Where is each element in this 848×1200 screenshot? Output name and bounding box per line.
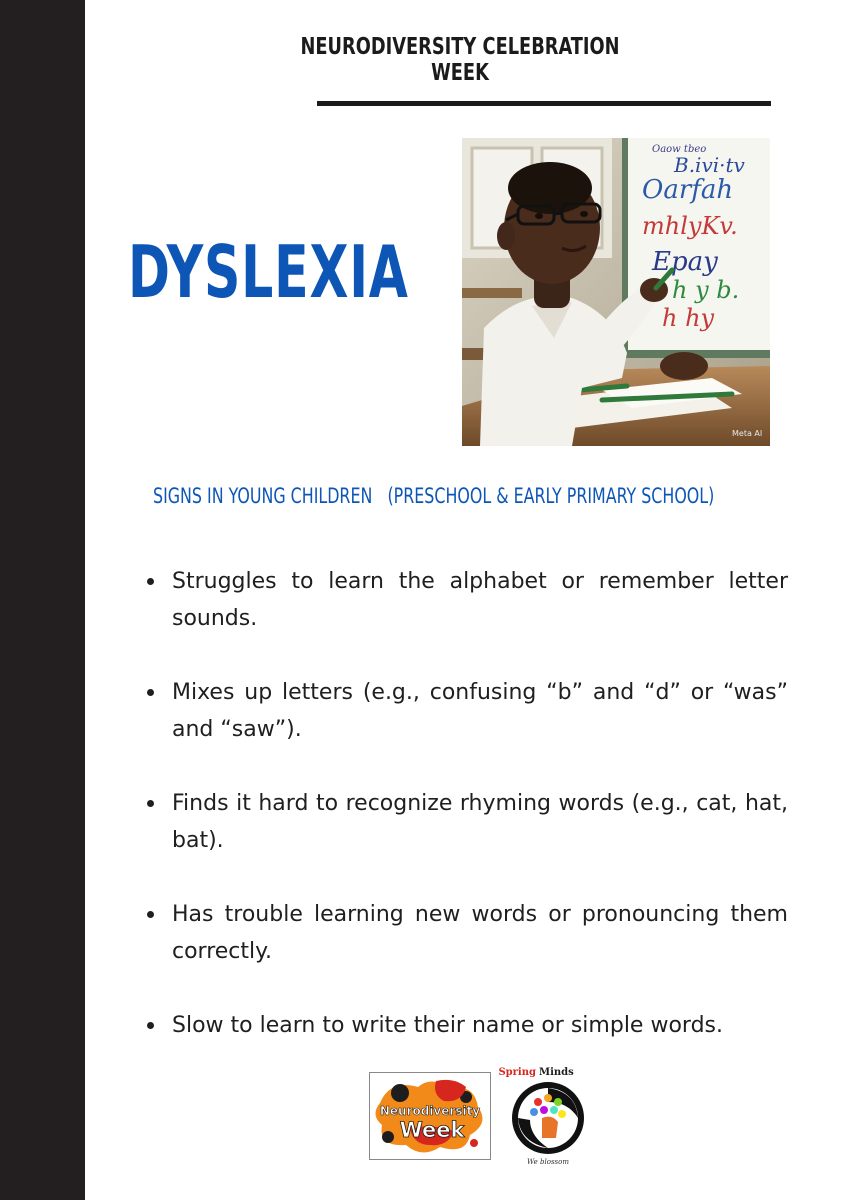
header-divider bbox=[317, 101, 771, 106]
list-item bbox=[145, 896, 788, 970]
photo-watermark: Meta AI bbox=[732, 429, 763, 438]
section-subtitle: SIGNS IN YOUNG CHILDREN (PRESCHOOL & EARLY PRIMARY SCHOOL) bbox=[153, 484, 715, 508]
logo-sm-word1: Spring bbox=[498, 1067, 536, 1078]
list-item-text: Struggles to learn the alphabet or remember letter sounds. bbox=[172, 569, 788, 631]
board-line-5: Epay bbox=[652, 247, 718, 277]
bullet-dot-icon bbox=[147, 689, 154, 696]
list-item-text: Has trouble learning new words or pronouncing them correctly. bbox=[172, 902, 788, 964]
bullet-dot-icon bbox=[147, 800, 154, 807]
header-title: NEURODIVERSITY CELEBRATION WEEK bbox=[300, 34, 620, 86]
board-line-6: h y b. bbox=[672, 276, 740, 304]
list-item bbox=[145, 674, 788, 748]
board-line-2: B.ivi·tv bbox=[674, 153, 745, 177]
list-item bbox=[145, 563, 788, 637]
list-item-text: Slow to learn to write their name or simple words. bbox=[172, 1013, 723, 1038]
board-line-3: Oarfah bbox=[642, 175, 734, 205]
side-bar bbox=[0, 0, 85, 1200]
list-item-text: Mixes up letters (e.g., confusing “b” and “d” or “was” and “saw”). bbox=[172, 680, 788, 742]
logo-sm-word2: Minds bbox=[539, 1067, 574, 1078]
bullet-dot-icon bbox=[147, 911, 154, 918]
board-line-7: h hy bbox=[662, 304, 715, 332]
logo-nd-line2: Week bbox=[399, 1118, 465, 1142]
signs-list bbox=[145, 563, 788, 1081]
list-item-text: Finds it hard to recognize rhyming words (e.g., cat, hat, bat). bbox=[172, 791, 788, 853]
list-item bbox=[145, 1007, 788, 1044]
logo-nd-line1: Neurodiversity bbox=[379, 1104, 481, 1118]
bullet-dot-icon bbox=[147, 1022, 154, 1029]
board-line-1: Oaow tbeo bbox=[652, 144, 707, 155]
neurodiversity-week-logo bbox=[369, 1072, 491, 1160]
bullet-dot-icon bbox=[147, 578, 154, 585]
spring-minds-logo bbox=[498, 1062, 590, 1170]
board-line-4: mhlyKv. bbox=[642, 212, 738, 240]
list-item bbox=[145, 785, 788, 859]
page-title: DYSLEXIA bbox=[128, 230, 409, 314]
logo-sm-tagline: We blossom bbox=[527, 1158, 569, 1166]
child-at-whiteboard-photo bbox=[462, 138, 770, 446]
